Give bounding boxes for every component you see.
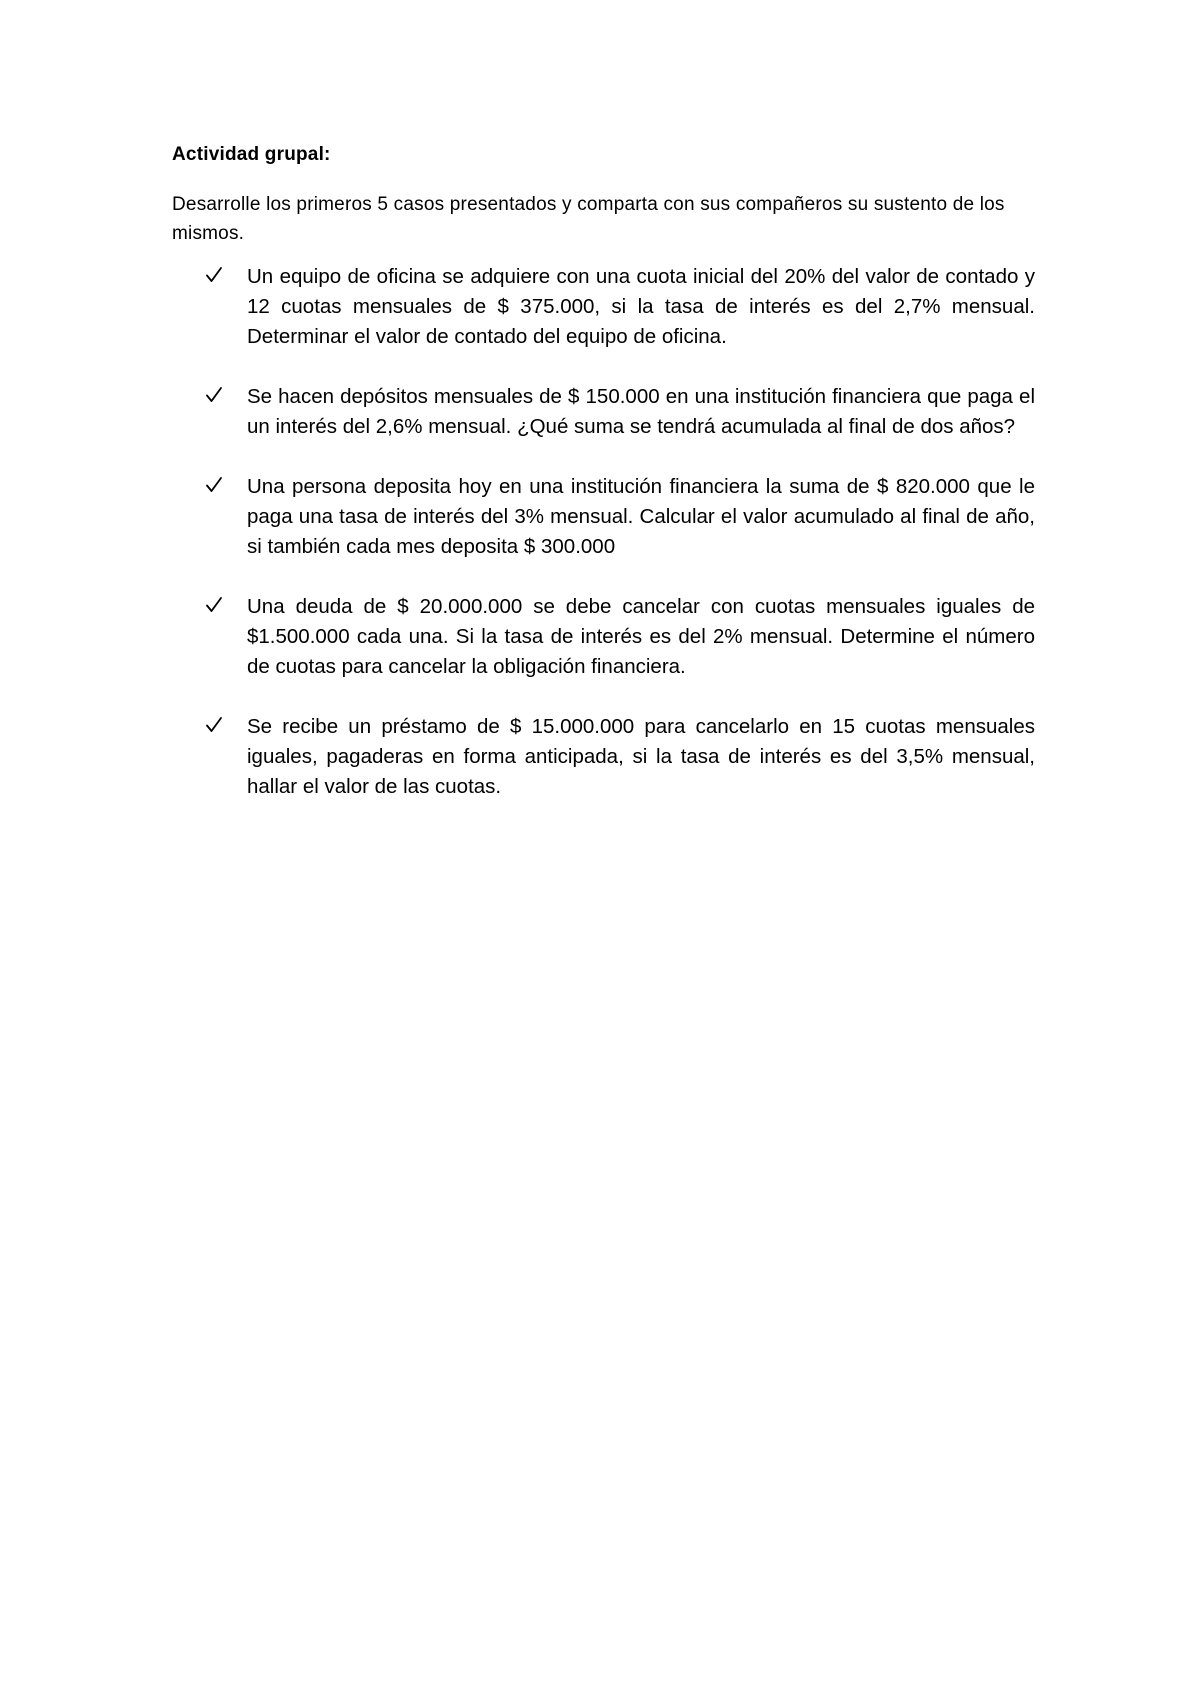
case-item (205, 262, 1035, 352)
case-text: Una deuda de $ 20.000.000 se debe cancelar con cuotas mensuales iguales de $1.500.000 cada una. Si la tasa de interés es del 2% mensual. Determine el número de cuotas para cancelar la obligación financiera. (247, 595, 1035, 678)
case-item (205, 592, 1035, 682)
checkmark-icon (205, 262, 225, 292)
intro-paragraph: Desarrolle los primeros 5 casos presentados y comparta con sus compañeros su sustento de los mismos. (172, 194, 1005, 244)
case-list (205, 262, 1035, 832)
case-item (205, 712, 1035, 802)
checkmark-icon (205, 472, 225, 502)
checkmark-icon (205, 382, 225, 412)
case-item (205, 472, 1035, 562)
case-item (205, 382, 1035, 442)
case-text: Una persona deposita hoy en una institución financiera la suma de $ 820.000 que le paga una tasa de interés del 3% mensual. Calcular el valor acumulado al final de año, si también cada mes deposita $ 300.000 (247, 475, 1035, 558)
page-title: Actividad grupal: (172, 144, 331, 165)
checkmark-icon (205, 592, 225, 622)
checkmark-icon (205, 712, 225, 742)
case-text: Se recibe un préstamo de $ 15.000.000 para cancelarlo en 15 cuotas mensuales iguales, pagaderas en forma anticipada, si la tasa de interés es del 3,5% mensual, hallar el valor de las cuotas. (247, 715, 1035, 798)
case-text: Se hacen depósitos mensuales de $ 150.000 en una institución financiera que paga el un interés del 2,6% mensual. ¿Qué suma se tendrá acumulada al final de dos años? (247, 385, 1035, 438)
case-text: Un equipo de oficina se adquiere con una cuota inicial del 20% del valor de contado y 12 cuotas mensuales de $ 375.000, si la tasa de interés es del 2,7% mensual. Determinar el valor de contado del equipo de oficina. (247, 265, 1035, 348)
